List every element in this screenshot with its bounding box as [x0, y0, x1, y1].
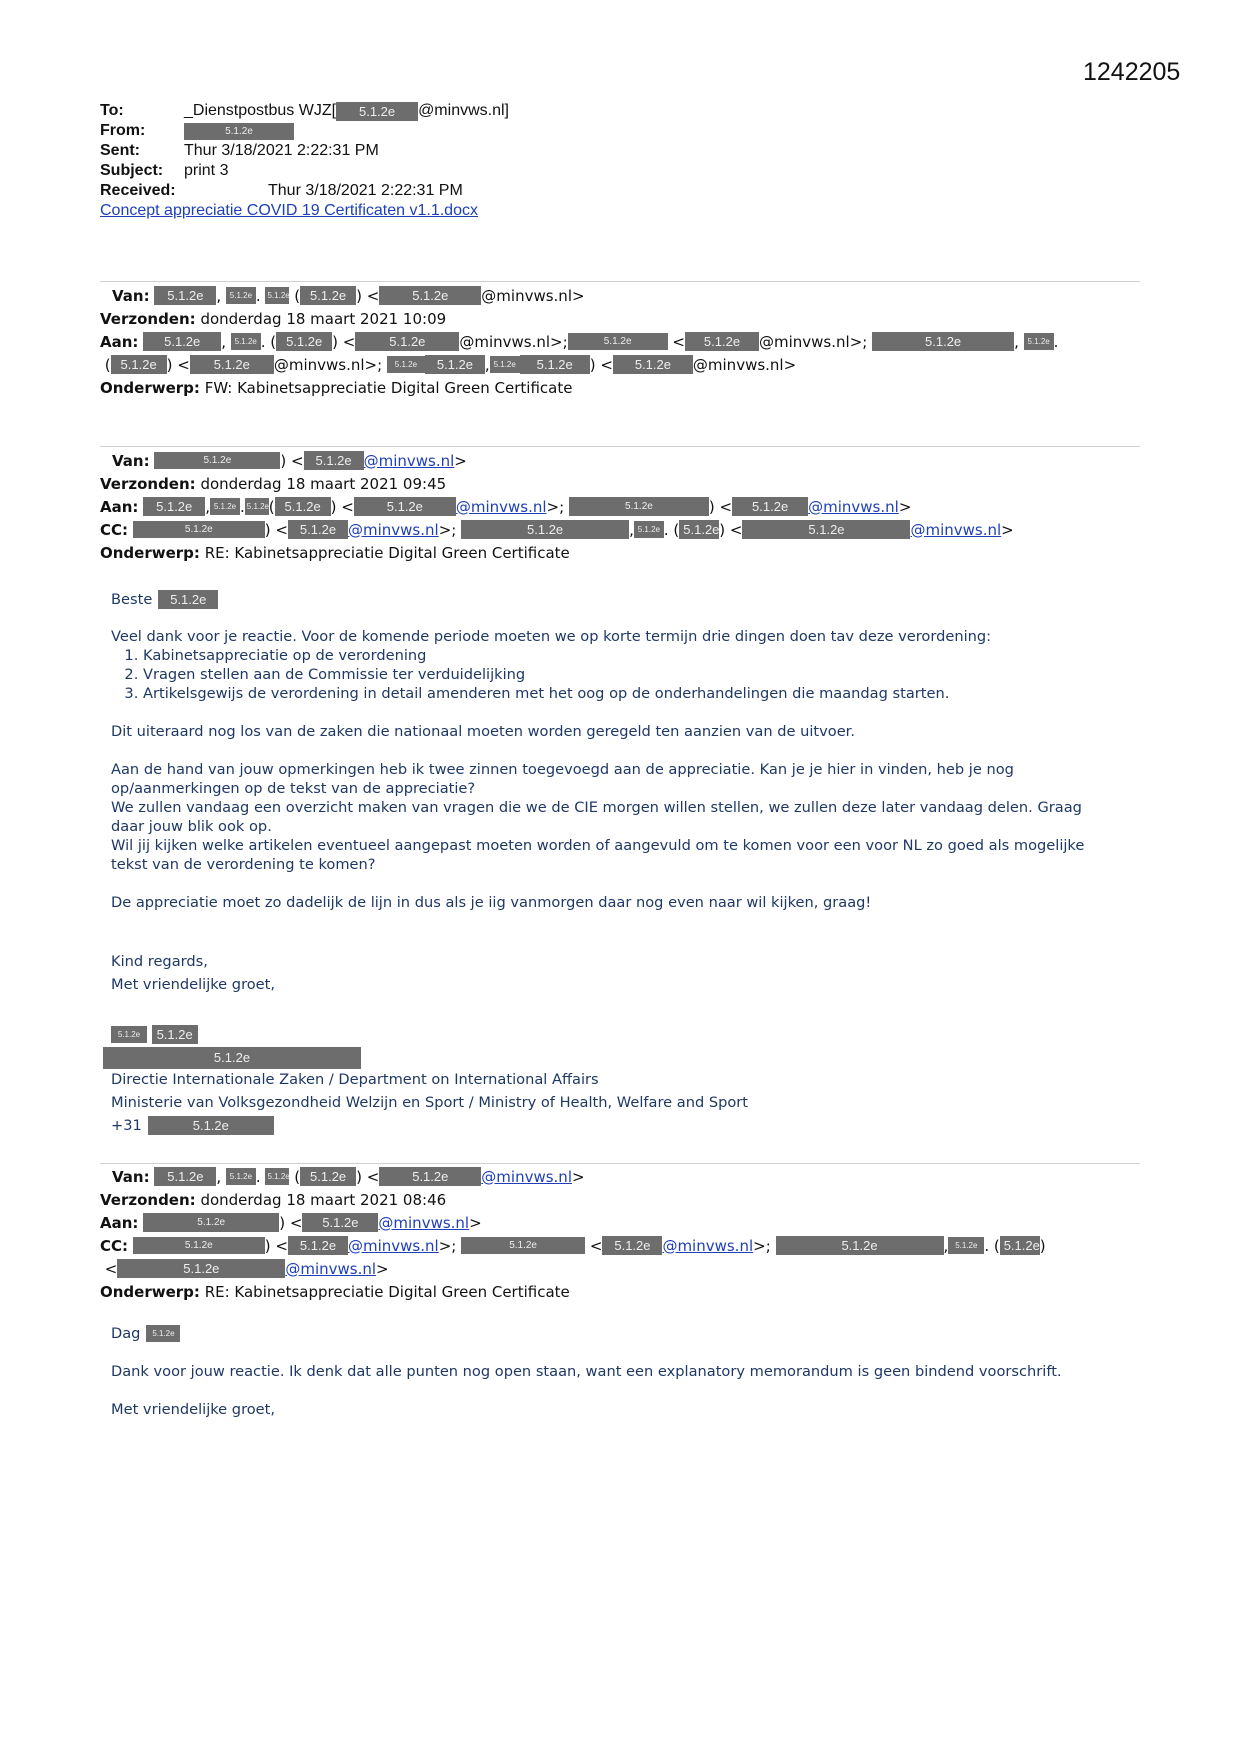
aan-label: Aan: [100, 1213, 139, 1232]
redaction: 5.1.2e [602, 1236, 662, 1255]
redaction: 5.1.2e [425, 355, 485, 374]
mail3-header: Van: 5.1.2e , 5.1.2e . 5.1.2e ( 5.1.2e ) < 5.1.2e @minvws.nl > Verzonden: donderdag 18 maart 2021 08:46 Aan: 5.1.2e ) < 5.1.2e @minvws.nl > CC: 5.1.2e ) < 5.1.2e @minvws.nl >; 5.1.2e < 5.1.2e @minvws.nl >; 5.1.2e , 5.1.2e . ( 5.1.2e ) < 5.1.2e @minvws.nl > Onderwerp: RE: Kabinetsappreciatie Digital Green Certificate [100, 1167, 1046, 1301]
phone-prefix: +31 [111, 1117, 142, 1134]
redaction: 5.1.2e [461, 1237, 585, 1254]
attachment-link[interactable]: Concept appreciatie COVID 19 Certificaten v1.1.docx [100, 202, 478, 219]
greeting: Beste [111, 591, 153, 608]
redaction: 5.1.2e [190, 355, 274, 374]
mail2-header: Van: 5.1.2e ) < 5.1.2e @minvws.nl > Verzonden: donderdag 18 maart 2021 09:45 Aan: 5.1.2e , 5.1.2e . 5.1.2e ( 5.1.2e ) < 5.1.2e @minvws.nl >; 5.1.2e ) < 5.1.2e @minvws.nl > CC: 5.1.2e ) < 5.1.2e @minvws.nl >; 5.1.2e , 5.1.2e . ( 5.1.2e ) < 5.1.2e @minvws.nl > Onderwerp: RE: Kabinetsappreciatie Digital Green Certificate [100, 451, 1014, 562]
redaction: 5.1.2e [276, 332, 332, 351]
redaction: 5.1.2e [300, 286, 356, 305]
intro-text: Veel dank voor je reactie. Voor de komende periode moeten we op korte termijn drie dingen doen tav deze verordening: [111, 628, 992, 645]
message-header [100, 101, 509, 201]
redaction: 5.1.2e [304, 451, 364, 470]
redaction: 5.1.2e [111, 355, 167, 374]
subject-row [100, 161, 509, 181]
closing: Met vriendelijke groet, [111, 976, 276, 993]
van-label: Van: [112, 1167, 150, 1186]
redaction: 5.1.2e [154, 452, 280, 469]
divider [100, 1163, 1140, 1164]
aan-label: Aan: [100, 497, 139, 516]
list-item: 2. Vragen stellen aan de Commissie ter verduidelijking [143, 665, 1131, 684]
redaction: 5.1.2e [245, 498, 269, 515]
van-label: Van: [112, 451, 150, 470]
org-line: Ministerie van Volksgezondheid Welzijn en Sport / Ministry of Health, Welfare and Sport [111, 1094, 749, 1111]
mail1-onderwerp: FW: Kabinetsappreciatie Digital Green Certificate [204, 378, 573, 397]
redaction: 5.1.2e [158, 590, 218, 609]
from-label: From: [100, 122, 146, 139]
paragraph: Dank voor jouw reactie. Ik denk dat alle punten nog open staan, want een explanatory memorandum is geen bindend voorschrift. [111, 1363, 1062, 1380]
redaction: 5.1.2e [143, 497, 205, 516]
redaction: 5.1.2e [117, 1259, 285, 1278]
mail2-verzonden: donderdag 18 maart 2021 09:45 [200, 474, 447, 493]
redaction: 5.1.2e [288, 520, 348, 539]
email-domain: @minvws.nl> [692, 355, 797, 374]
email-link[interactable]: @minvws.nl [481, 1167, 572, 1186]
mail2-onderwerp: RE: Kabinetsappreciatie Digital Green Certificate [204, 543, 570, 562]
redaction: 5.1.2e [146, 1325, 180, 1342]
subject-value: print 3 [184, 162, 229, 179]
redaction: 5.1.2e [302, 1213, 378, 1232]
redaction: 5.1.2e [379, 1167, 481, 1186]
redaction: 5.1.2e [679, 520, 719, 539]
redaction: 5.1.2e [872, 332, 1014, 351]
from-row [100, 121, 509, 141]
email-link[interactable]: @minvws.nl [910, 520, 1002, 539]
mail1-header: Van: 5.1.2e , 5.1.2e . 5.1.2e ( 5.1.2e ) < 5.1.2e @minvws.nl> Verzonden: donderdag 18 maart 2021 10:09 Aan: 5.1.2e , 5.1.2e . ( 5.1.2e ) < 5.1.2e @minvws.nl>; 5.1.2e < 5.1.2e @minvws.nl>; 5.1.2e , 5.1.2e . ( 5.1.2e ) < 5.1.2e @minvws.nl>; 5.1.2e 5.1.2e , 5.1.2e 5.1.2e ) < 5.1.2e @minvws.nl> Onderwerp: FW: Kabinetsappreciatie Digital Green Certificate [100, 286, 1059, 397]
redaction: 5.1.2e [300, 1167, 356, 1186]
mail3-body [111, 1324, 1131, 1419]
onderwerp-label: Onderwerp: [100, 543, 200, 562]
redaction: 5.1.2e [685, 332, 759, 351]
redaction: 5.1.2e [111, 1026, 147, 1043]
aan-label: Aan: [100, 332, 139, 351]
redaction: 5.1.2e [336, 102, 418, 121]
cc-label: CC: [100, 1236, 129, 1255]
redaction: 5.1.2e [275, 497, 331, 516]
email-link[interactable]: @minvws.nl [348, 520, 439, 539]
paragraph: Dit uiteraard nog los van de zaken die nationaal moeten worden geregeld ten aanzien van de uitvoer. [111, 723, 855, 740]
redaction: 5.1.2e [226, 287, 256, 304]
redaction: 5.1.2e [143, 1213, 279, 1232]
paragraph: Wil jij kijken welke artikelen eventueel aangepast moeten worden of aangevuld om te komen voor een voor NL zo goed als mogelijke tekst van de verordening te komen? [111, 837, 1085, 873]
onderwerp-label: Onderwerp: [100, 378, 200, 397]
verzonden-label: Verzonden: [100, 309, 196, 328]
redaction: 5.1.2e [143, 332, 221, 351]
redaction: 5.1.2e [133, 521, 265, 538]
redaction: 5.1.2e [226, 1168, 256, 1185]
redaction: 5.1.2e [948, 1237, 984, 1254]
mail2-body [111, 590, 1131, 1069]
email-domain: @minvws.nl> [481, 286, 585, 305]
list-item: 1. Kabinetsappreciatie op de verordening [143, 646, 1131, 665]
redaction: 5.1.2e [490, 356, 520, 373]
redaction: 5.1.2e [154, 286, 216, 305]
paragraph: De appreciatie moet zo dadelijk de lijn in dus als je iig vanmorgen daar nog even naar wil kijken, graag! [111, 894, 872, 911]
email-link[interactable]: @minvws.nl [363, 451, 455, 470]
redaction: 5.1.2e [568, 333, 668, 350]
redaction: 5.1.2e [288, 1236, 348, 1255]
redaction: 5.1.2e [613, 355, 693, 374]
closing: Met vriendelijke groet, [111, 1401, 276, 1418]
list-item: 3. Artikelsgewijs de verordening in detail amenderen met het oog op de onderhandelingen die maandag starten. [143, 684, 1131, 703]
divider [100, 446, 1140, 447]
org-line: Directie Internationale Zaken / Department on International Affairs [111, 1071, 599, 1088]
van-label: Van: [112, 286, 150, 305]
email-link[interactable]: @minvws.nl [662, 1236, 754, 1255]
action-list [111, 646, 1131, 703]
mail3-verzonden: donderdag 18 maart 2021 08:46 [200, 1190, 447, 1209]
email-link[interactable]: @minvws.nl [378, 1213, 470, 1232]
closing: Kind regards, [111, 953, 208, 970]
document-id: 1242205 [1083, 58, 1181, 86]
redaction: 5.1.2e [184, 123, 294, 140]
received-label: Received: [100, 182, 176, 199]
redaction: 5.1.2e [1024, 333, 1054, 350]
redaction: 5.1.2e [742, 520, 910, 539]
received-value: Thur 3/18/2021 2:22:31 PM [268, 182, 463, 199]
onderwerp-label: Onderwerp: [100, 1282, 200, 1301]
to-suffix: @minvws.nl] [418, 102, 509, 119]
redaction: 5.1.2e [154, 1167, 216, 1186]
to-value: _Dienstpostbus WJZ[ [184, 102, 337, 119]
redaction: 5.1.2e [152, 1025, 198, 1044]
divider [100, 281, 1140, 282]
signature-org [111, 1068, 748, 1137]
redaction: 5.1.2e [265, 287, 289, 304]
redaction: 5.1.2e [148, 1116, 274, 1135]
verzonden-label: Verzonden: [100, 474, 196, 493]
cc-label: CC: [100, 520, 129, 539]
redaction: 5.1.2e [133, 1237, 265, 1254]
paragraph: We zullen vandaag een overzicht maken van vragen die we de CIE morgen willen stellen, we zullen deze later vandaag delen. Graag daar jouw blik ook op. [111, 799, 1082, 835]
email-domain: @minvws.nl>; [459, 332, 568, 351]
redaction: 5.1.2e [387, 356, 425, 373]
redaction: 5.1.2e [103, 1047, 361, 1069]
redaction: 5.1.2e [569, 497, 709, 516]
redaction: 5.1.2e [355, 332, 459, 351]
sent-row [100, 141, 509, 161]
mail3-onderwerp: RE: Kabinetsappreciatie Digital Green Certificate [204, 1282, 570, 1301]
email-link[interactable]: @minvws.nl [285, 1259, 377, 1278]
email-domain: @minvws.nl>; [273, 355, 383, 374]
sent-label: Sent: [100, 142, 140, 159]
redaction: 5.1.2e [379, 286, 481, 305]
redaction: 5.1.2e [461, 520, 629, 539]
redaction: 5.1.2e [776, 1236, 944, 1255]
redaction: 5.1.2e [732, 497, 808, 516]
to-row [100, 101, 509, 121]
greeting: Dag [111, 1325, 141, 1342]
sent-value: Thur 3/18/2021 2:22:31 PM [184, 142, 379, 159]
redaction: 5.1.2e [265, 1168, 289, 1185]
received-row [100, 181, 509, 201]
redaction: 5.1.2e [210, 498, 240, 515]
redaction: 5.1.2e [1000, 1236, 1040, 1255]
redaction: 5.1.2e [231, 333, 261, 350]
to-label: To: [100, 102, 124, 119]
email-domain: @minvws.nl>; [759, 332, 868, 351]
redaction: 5.1.2e [520, 355, 590, 374]
verzonden-label: Verzonden: [100, 1190, 196, 1209]
redaction: 5.1.2e [634, 521, 664, 538]
email-link[interactable]: @minvws.nl [808, 497, 899, 516]
mail1-verzonden: donderdag 18 maart 2021 10:09 [200, 309, 447, 328]
subject-label: Subject: [100, 162, 164, 179]
email-link[interactable]: @minvws.nl [455, 497, 547, 516]
paragraph: Aan de hand van jouw opmerkingen heb ik twee zinnen toegevoegd aan de appreciatie. Kan je je hier in vinden, heb je nog op/aanmerkingen op de tekst van de appreciatie? [111, 761, 1014, 797]
email-link[interactable]: @minvws.nl [348, 1236, 439, 1255]
redaction: 5.1.2e [354, 497, 456, 516]
